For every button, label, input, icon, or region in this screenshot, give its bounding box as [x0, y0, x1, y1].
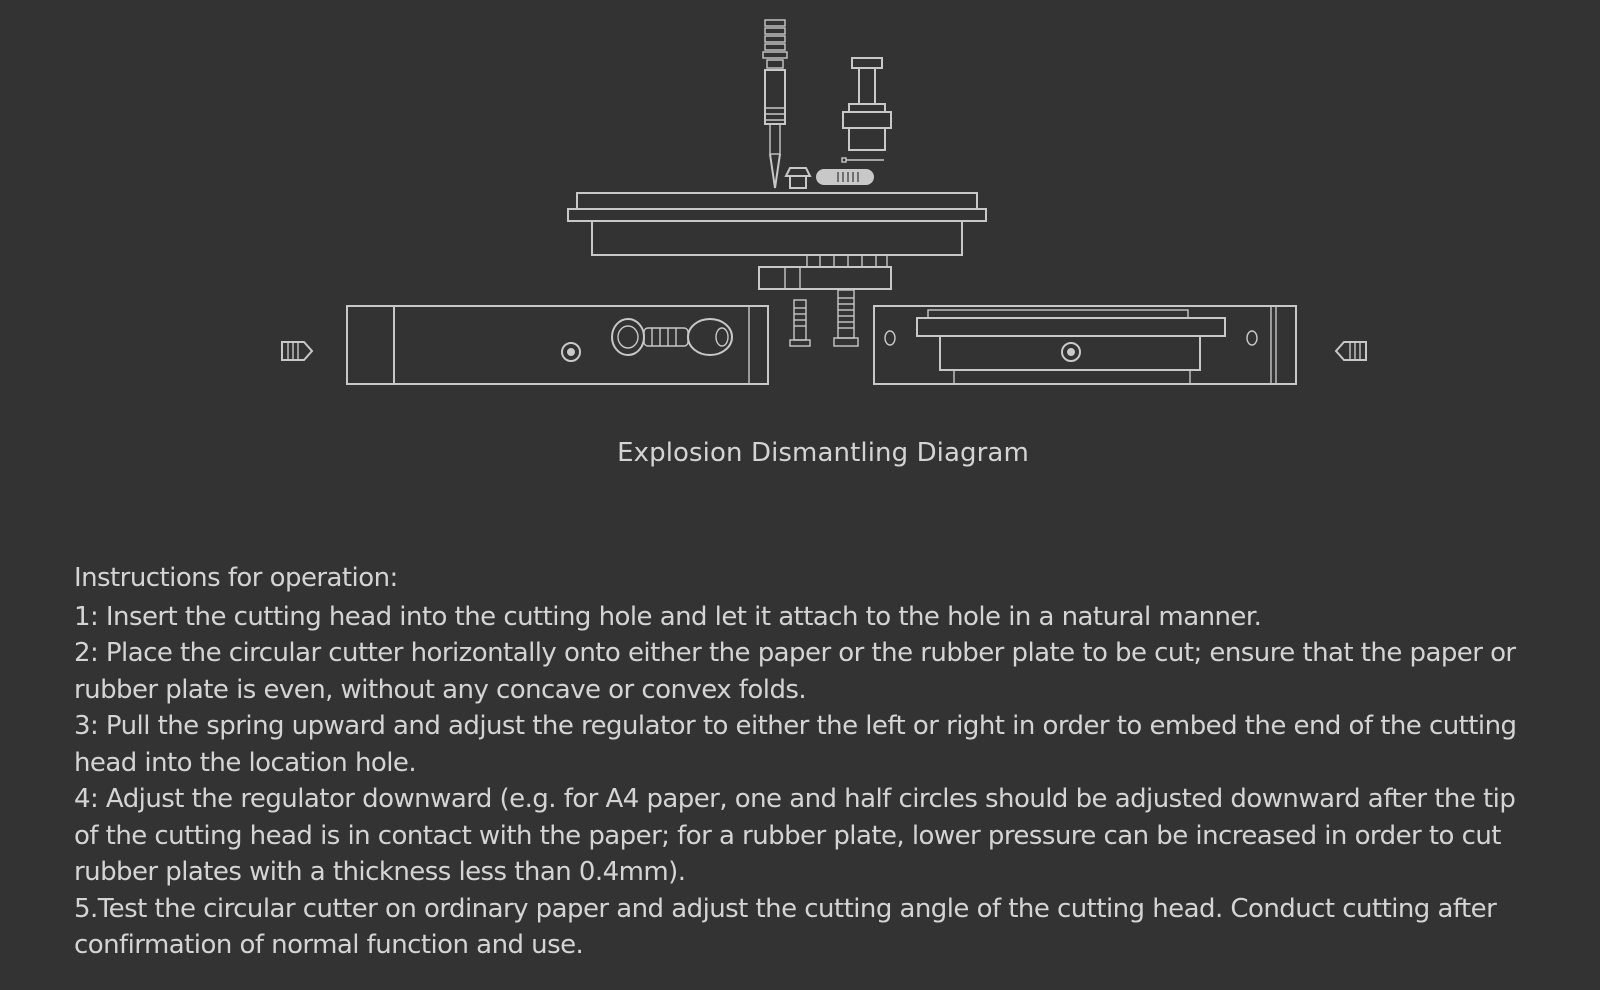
connector-block-part — [759, 255, 891, 289]
instruction-step-3: 3: Pull the spring upward and adjust the regulator to either the left or right in order to embed the end of the cutting head into the location hole. — [74, 711, 1517, 778]
instructions-section — [74, 560, 1544, 964]
left-end-cap-part — [282, 342, 312, 360]
spring-part — [817, 158, 884, 184]
left-arm-part — [347, 306, 768, 384]
top-plate-part — [568, 193, 986, 255]
diagram-caption: Explosion Dismantling Diagram — [617, 438, 1029, 468]
instruction-step-5: 5.Test the circular cutter on ordinary paper and adjust the cutting angle of the cutting head. Conduct cutting after confirmation of normal function and use. — [74, 893, 1497, 960]
instruction-step-4: 4: Adjust the regulator downward (e.g. for A4 paper, one and half circles should be adjusted downward after the tip of the cutting head is in contact with the paper; for a rubber plate, lower pressure can be increased in order to cut rubber plates with a thickness less than 0.4mm). — [74, 784, 1516, 887]
small-nut-part — [786, 168, 810, 188]
long-screw-part — [834, 290, 858, 346]
right-end-cap-part — [1336, 342, 1366, 360]
instruction-step-2: 2: Place the circular cutter horizontally onto either the paper or the rubber plate to be cut; ensure that the paper or rubber plate is even, without any concave or convex folds. — [74, 638, 1516, 705]
right-arm-part — [874, 306, 1296, 384]
instruction-step-1: 1: Insert the cutting head into the cutting hole and let it attach to the hole in a natural manner. — [74, 601, 1262, 632]
explosion-diagram — [0, 0, 1600, 420]
regulator-part — [843, 58, 891, 150]
cutting-head-part — [763, 20, 787, 188]
short-screw-part — [790, 300, 810, 346]
instructions-heading: Instructions for operation: — [74, 563, 398, 593]
